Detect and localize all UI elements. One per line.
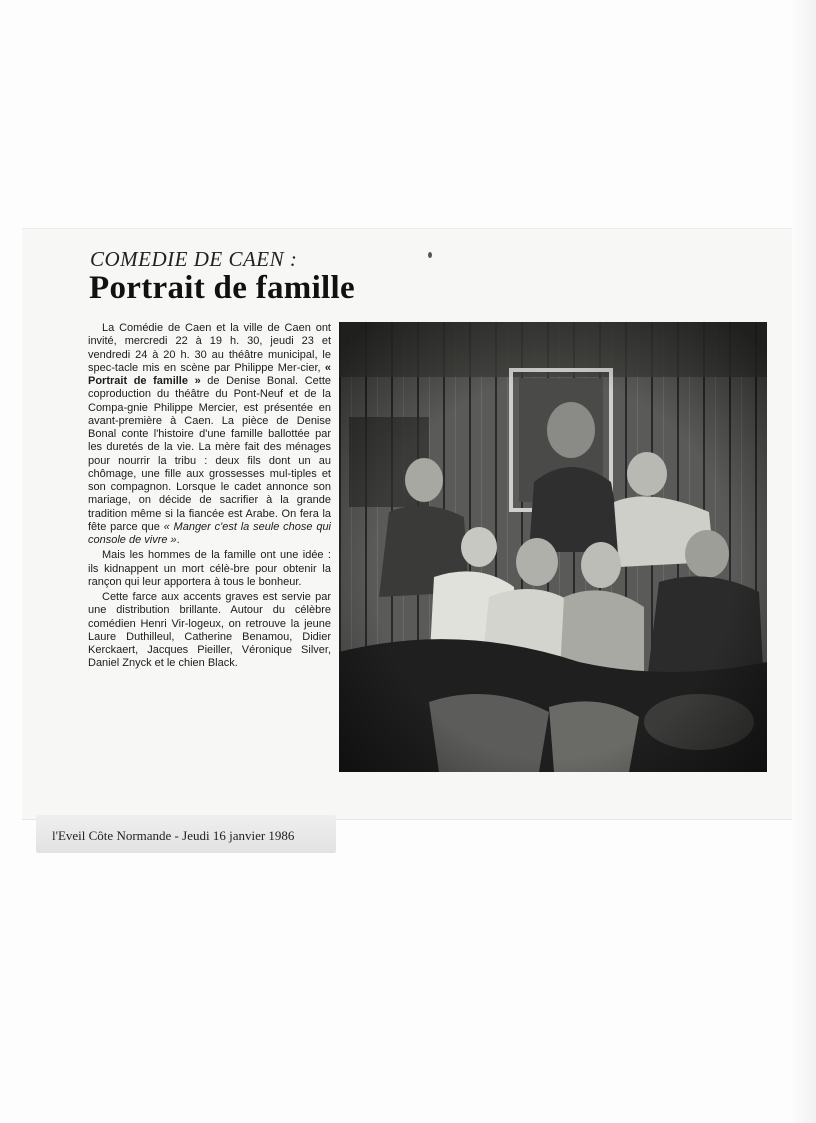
article-kicker: COMEDIE DE CAEN : [90,247,298,271]
publication-source: l'Eveil Côte Normande - Jeudi 16 janvier 1986 [52,828,295,843]
page-edge-shadow [792,0,816,1123]
article-paragraph-3: Cette farce aux accents graves est servie par une distribution brillante. Autour du célèbre comédien Henri Vir-logeux, on retrouve la jeune Laure Duthilleul, Catherine Benamou, Didier Kerckaert, Jacques Pieiller, Véronique Silver, Daniel Znyck et le chien Black. [88,591,331,670]
article-paragraph-1 [88,322,331,547]
article-body [88,322,331,673]
cast-photo [339,322,767,772]
paragraph-1-text-a: La Comédie de Caen et la ville de Caen ont invité, mercredi 22 à 19 h. 30, jeudi 23 et vendredi 24 à 20 h. 30 au théâtre municipal, le spec-tacle mis en scène par Philippe Mer-cier, [88,322,331,374]
cast-photo-illustration [339,322,767,772]
paragraph-1-text-b: de Denise Bonal. Cette coproduction du théâtre du Pont-Neuf et de la Compa-gnie Philippe Mercier, est présentée en avant-première à Caen. La pièce de Denise Bonal conte l'histoire d'une famille ballottée par les duretés de la vie. La mère fait des ménages pour nourrir la tribu : deux fils dont un au chômage, une fille aux grossesses mul-tiples et son compagnon. Lorsque le cadet annonce son mariage, on décide de sacrifier à la grande tradition même si la fiancée est Arabe. On fera la fête parce que [88,375,331,533]
article-paragraph-2: Mais les hommes de la famille ont une idée : ils kidnappent un mort célè-bre pour obtenir la rançon qui leur apportera à tous le bonheur. [88,549,331,588]
play-quote: « Manger c'est la seule chose qui console de vivre » [88,520,331,546]
ink-speck [428,252,432,258]
play-title: « Portrait de famille » [88,361,331,387]
paragraph-1-end: . [176,534,180,546]
article-headline: Portrait de famille [89,270,355,306]
